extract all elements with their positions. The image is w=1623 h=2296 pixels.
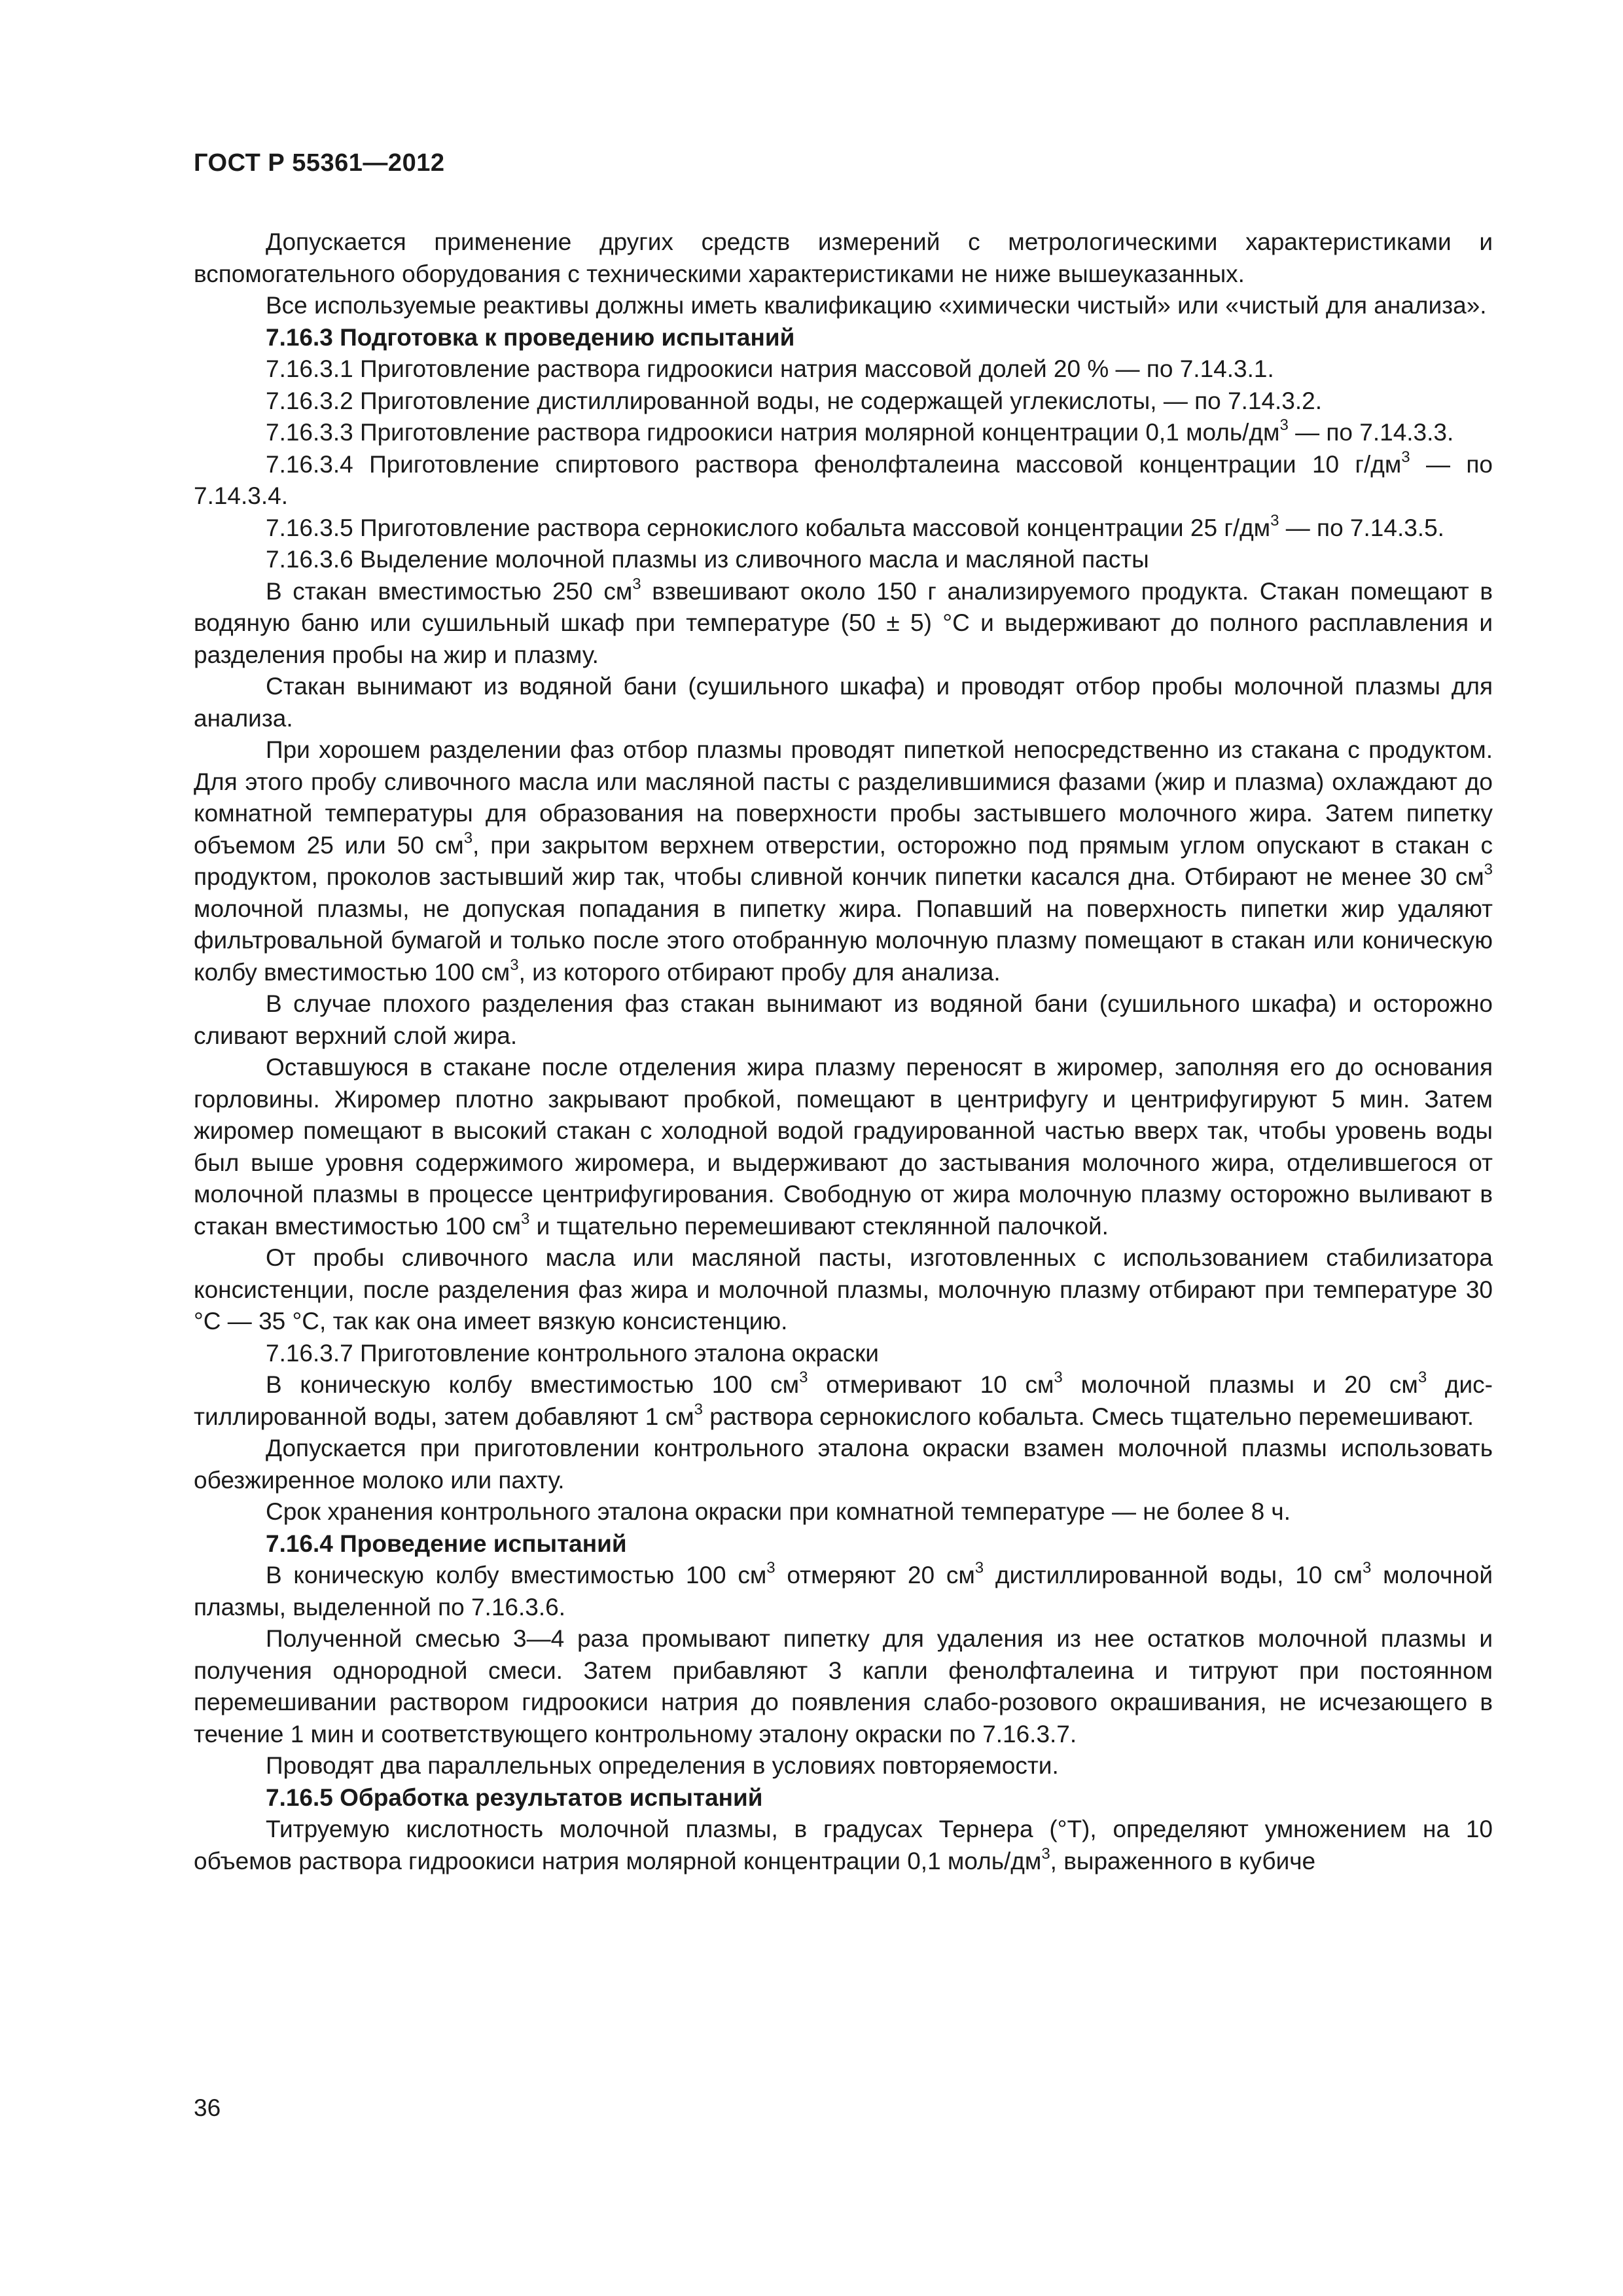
text-run: В случае плохого разделения фаз стакан вынимают из водяной бани (сушильного шкафа) и осторожно сливают верхний слой жира.: [194, 990, 1493, 1049]
superscript: 3: [799, 1369, 808, 1386]
text-run: , из которого отбирают пробу для анализа.: [518, 958, 1001, 986]
text-run: В стакан вместимостью 250 см: [266, 577, 633, 605]
section-heading: [194, 322, 1493, 354]
body-paragraph: [194, 386, 1493, 418]
document-body: [194, 226, 1493, 1877]
superscript: 3: [1279, 416, 1289, 434]
text-run: 7.16.3.1 Приготовление раствора гидроокиси натрия массовой долей 20 % — по 7.14.3.1.: [266, 355, 1274, 382]
body-paragraph: [194, 1750, 1493, 1782]
text-run: 7.16.3 Подготовка к проведению испытаний: [266, 323, 795, 351]
superscript: 3: [694, 1400, 703, 1418]
superscript: 3: [1041, 1844, 1050, 1863]
superscript: 3: [463, 829, 473, 847]
text-run: — по 7.14.3.4.: [194, 450, 1493, 509]
superscript: 3: [1484, 861, 1493, 878]
text-run: молочной плазмы, не допуская попадания в пипетку жира. Попавший на поверхность пипетки жир удаляют фильтровальной бумагой и только после этого отобранную молочную плазму помещают в стакан или коническую колбу вместимостью 100 см: [194, 895, 1493, 986]
section-heading: [194, 1782, 1493, 1814]
text-run: 7.16.4 Проведение испытаний: [266, 1530, 627, 1557]
superscript: 3: [1270, 511, 1279, 529]
text-run: 7.16.3.3 Приготовление раствора гидроокиси натрия молярной концентрации 0,1 моль/дм: [266, 419, 1280, 446]
section-heading: [194, 1528, 1493, 1560]
body-paragraph: [194, 988, 1493, 1052]
body-paragraph: [194, 512, 1493, 545]
superscript: 3: [632, 575, 641, 593]
body-paragraph: [194, 1338, 1493, 1370]
text-run: отмеряют 20 см: [775, 1562, 975, 1588]
text-run: молочной плазмы и 20 см: [1062, 1371, 1418, 1398]
text-run: Титруемую кислотность молочной плазмы, в градусах Тернера (°Т), определяют умножением на 10 объемов раствора гидроокиси натрия молярной концентрации 0,1 моль/дм: [194, 1816, 1493, 1874]
text-run: 7.16.3.6 Выделение молочной плазмы из сливочного масла и масляной пасты: [266, 546, 1149, 573]
body-paragraph: [194, 1433, 1493, 1496]
text-run: 7.16.3.2 Приготовление дистиллированной воды, не содержащей углекислоты, — по 7.14.3.2.: [266, 387, 1323, 414]
body-paragraph: [194, 417, 1493, 449]
text-run: дистиллированной воды, затем добавляют 1 см: [194, 1371, 1493, 1430]
body-paragraph: [194, 544, 1493, 576]
text-run: 7.16.5 Обработка результатов испытаний: [266, 1784, 763, 1811]
body-paragraph: [194, 1242, 1493, 1338]
body-paragraph: [194, 1052, 1493, 1242]
text-run: взвешивают около 150 г анализируемого продукта. Стакан помещают в водяную баню или сушильный шкаф при температуре (50 ± 5) °С и выдерживают до полного расплавления и разделения пробы на жир и плазму.: [194, 577, 1493, 668]
body-paragraph: [194, 353, 1493, 386]
text-run: Проводят два параллельных определения в условиях повторяемости.: [266, 1752, 1059, 1779]
text-run: В коническую колбу вместимостью 100 см: [266, 1562, 767, 1588]
text-run: дистиллированной воды, 10 см: [984, 1562, 1363, 1588]
text-run: раствора сернокислого кобальта. Смесь тщательно перемешивают.: [702, 1403, 1474, 1430]
text-run: , при закрытом верхнем отверстии, осторожно под прямым углом опускают в стакан с продуктом, проколов застывший жир так, чтобы сливной кончик пипетки касался дна. Отбирают не менее 30 см: [194, 831, 1493, 890]
text-run: В коническую колбу вместимостью 100 см: [266, 1371, 800, 1398]
text-run: 7.16.3.4 Приготовление спиртового раствора фенолфталеина массовой концентрации 10 г/дм: [266, 450, 1402, 478]
text-run: Оставшуюся в стакане после отделения жира плазму переносят в жиромер, заполняя его до основания горловины. Жиромер плотно закрывают пробкой, помещают в центрифугу и центрифугируют 5 мин. Затем жиромер помещают в высокий стакан с холодной водой градуированной частью вверх так, чтобы уровень воды был выше уровня содержимого жиромера, и выдерживают до застывания молочного жира, отделившегося от молочной плазмы в процессе центрифугирования. Свободную от жира молочную плазму осторожно выливают в стакан вместимостью 100 см: [194, 1054, 1493, 1240]
superscript: 3: [974, 1559, 984, 1577]
text-run: , выраженного в кубиче: [1050, 1847, 1316, 1874]
body-paragraph: [194, 449, 1493, 512]
body-paragraph: [194, 1814, 1493, 1877]
text-run: молочной плазмы, выделенной по 7.16.3.6.: [194, 1562, 1493, 1621]
document-header: ГОСТ Р 55361—2012: [194, 149, 445, 177]
text-run: Срок хранения контрольного эталона окраски при комнатной температуре — не более 8 ч.: [266, 1498, 1291, 1525]
body-paragraph: [194, 671, 1493, 734]
text-run: — по 7.14.3.5.: [1279, 514, 1444, 541]
text-run: От пробы сливочного масла или масляной пасты, изготовленных с использованием стабилизатора консистенции, после разделения фаз жира и молочной плазмы, молочную плазму отбирают при температуре 30 °С — 35 °С, так как она имеет вязкую консистенцию.: [194, 1244, 1493, 1335]
text-run: и тщательно перемешивают стеклянной палочкой.: [529, 1212, 1109, 1240]
text-run: 7.16.3.5 Приготовление раствора сернокислого кобальта массовой концентрации 25 г/дм: [266, 514, 1271, 541]
text-run: 7.16.3.7 Приготовление контрольного эталона окраски: [266, 1339, 879, 1367]
superscript: 3: [510, 956, 519, 974]
body-paragraph: [194, 290, 1493, 322]
superscript: 3: [521, 1210, 530, 1228]
superscript: 3: [1054, 1369, 1063, 1386]
text-run: отмеривают 10 см: [808, 1371, 1054, 1398]
body-paragraph: [194, 1496, 1493, 1528]
text-run: Все используемые реактивы должны иметь квалификацию «химически чистый» или «чистый для анализа».: [266, 292, 1487, 319]
body-paragraph: [194, 1560, 1493, 1623]
superscript: 3: [766, 1559, 776, 1577]
page-number: 36: [194, 2094, 221, 2121]
text-run: Допускается при приготовлении контрольного эталона окраски взамен молочной плазмы использовать обезжиренное молоко или пахту.: [194, 1435, 1493, 1494]
text-run: Стакан вынимают из водяной бани (сушильного шкафа) и проводят отбор пробы молочной плазмы для анализа.: [194, 673, 1493, 732]
body-paragraph: [194, 734, 1493, 988]
superscript: 3: [1362, 1559, 1372, 1577]
text-run: Полученной смесью 3—4 раза промывают пипетку для удаления из нее остатков молочной плазмы и получения однородной смеси. Затем прибавляют 3 капли фенолфталеина и титруют при постоянном перемешивании раствором гидроокиси натрия до появления слабо-розового окрашивания, не исчезающего в течение 1 мин и соответствующего контрольному эталону окраски по 7.16.3.7.: [194, 1625, 1493, 1748]
superscript: 3: [1418, 1369, 1427, 1386]
body-paragraph: [194, 226, 1493, 290]
text-run: При хорошем разделении фаз отбор плазмы проводят пипеткой непосредственно из стакана с продуктом. Для этого пробу сливочного масла или масляной пасты с разделившимися фазами (жир и плазма) охлаждают до комнатной температуры для образования на поверхности пробы застывшего молочного жира. Затем пипетку объемом 25 или 50 см: [194, 736, 1493, 859]
body-paragraph: [194, 576, 1493, 672]
text-run: Допускается применение других средств измерений с метрологическими характеристиками и вспомогательного оборудования с техническими характеристиками не ниже вышеуказанных.: [194, 228, 1493, 287]
superscript: 3: [1401, 448, 1410, 466]
text-run: — по 7.14.3.3.: [1288, 419, 1454, 446]
body-paragraph: [194, 1369, 1493, 1433]
body-paragraph: [194, 1623, 1493, 1750]
